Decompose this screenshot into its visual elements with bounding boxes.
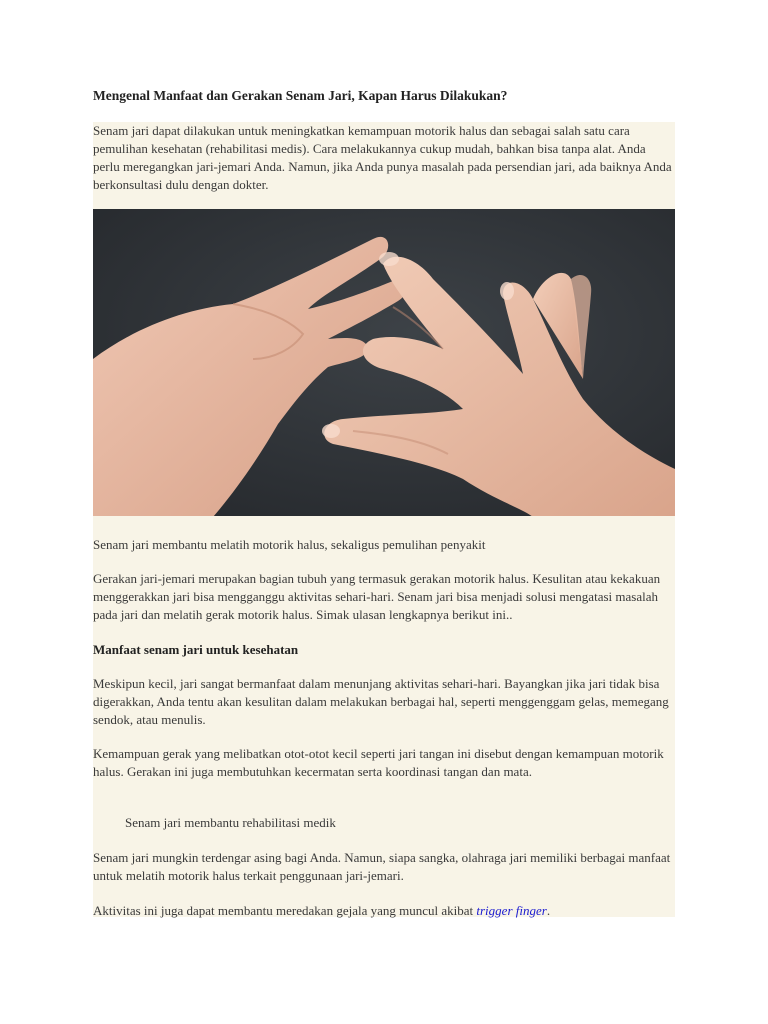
photo-caption: Senam jari membantu melatih motorik halus, sekaligus pemulihan penyakit — [93, 537, 486, 552]
paragraph-5 — [93, 902, 675, 920]
paragraph-5-suffix: . — [546, 903, 551, 918]
intro-paragraph: Senam jari dapat dilakukan untuk meningkatkan kemampuan motorik halus dan sebagai salah satu cara pemulihan kesehatan (rehabilitasi medis). Cara melakukannya cukup mudah, bahkan bisa tanpa alat. Anda perlu meregangkan jari-jemari Anda. Namun, jika Anda punya masalah pada persendian jari, ada baiknya Anda berkonsultasi dulu dengan dokter. — [93, 123, 672, 192]
paragraph-1: Gerakan jari-jemari merupakan bagian tubuh yang termasuk gerakan motorik halus. Kesulitan atau kekakuan menggerakkan jari bisa mengganggu aktivitas sehari-hari. Senam jari bisa menjadi solusi mengatasi masalah pada jari dan melatih gerak motorik halus. Simak ulasan lengkapnya berikut ini.. — [93, 571, 661, 622]
section-heading: Manfaat senam jari untuk kesehatan — [93, 642, 299, 657]
article-title: Mengenal Manfaat dan Gerakan Senam Jari, Kapan Harus Dilakukan? — [93, 88, 508, 103]
paragraph-3: Kemampuan gerak yang melibatkan otot-otot kecil seperti jari tangan ini disebut dengan kemampuan motorik halus. Gerakan ini juga membutuhkan kecermatan serta koordinasi tangan dan mata. — [93, 746, 664, 779]
paragraph-5-prefix: Aktivitas ini juga dapat membantu meredakan gejala yang muncul akibat — [93, 903, 477, 918]
hands-finger-exercise-photo — [93, 209, 675, 517]
trigger-finger-link[interactable]: trigger finger — [476, 903, 547, 918]
subheading: Senam jari membantu rehabilitasi medik — [125, 815, 336, 830]
paragraph-4: Senam jari mungkin terdengar asing bagi Anda. Namun, siapa sangka, olahraga jari memiliki berbagai manfaat untuk melatih motorik halus terkait penggunaan jari-jemari. — [93, 850, 671, 883]
paragraph-2: Meskipun kecil, jari sangat bermanfaat dalam menunjang aktivitas sehari-hari. Bayangkan jika jari tidak bisa digerakkan, Anda tentu akan kesulitan dalam melakukan berbagai hal, seperti menggenggam gelas, memegang sendok, atau menulis. — [93, 676, 669, 727]
